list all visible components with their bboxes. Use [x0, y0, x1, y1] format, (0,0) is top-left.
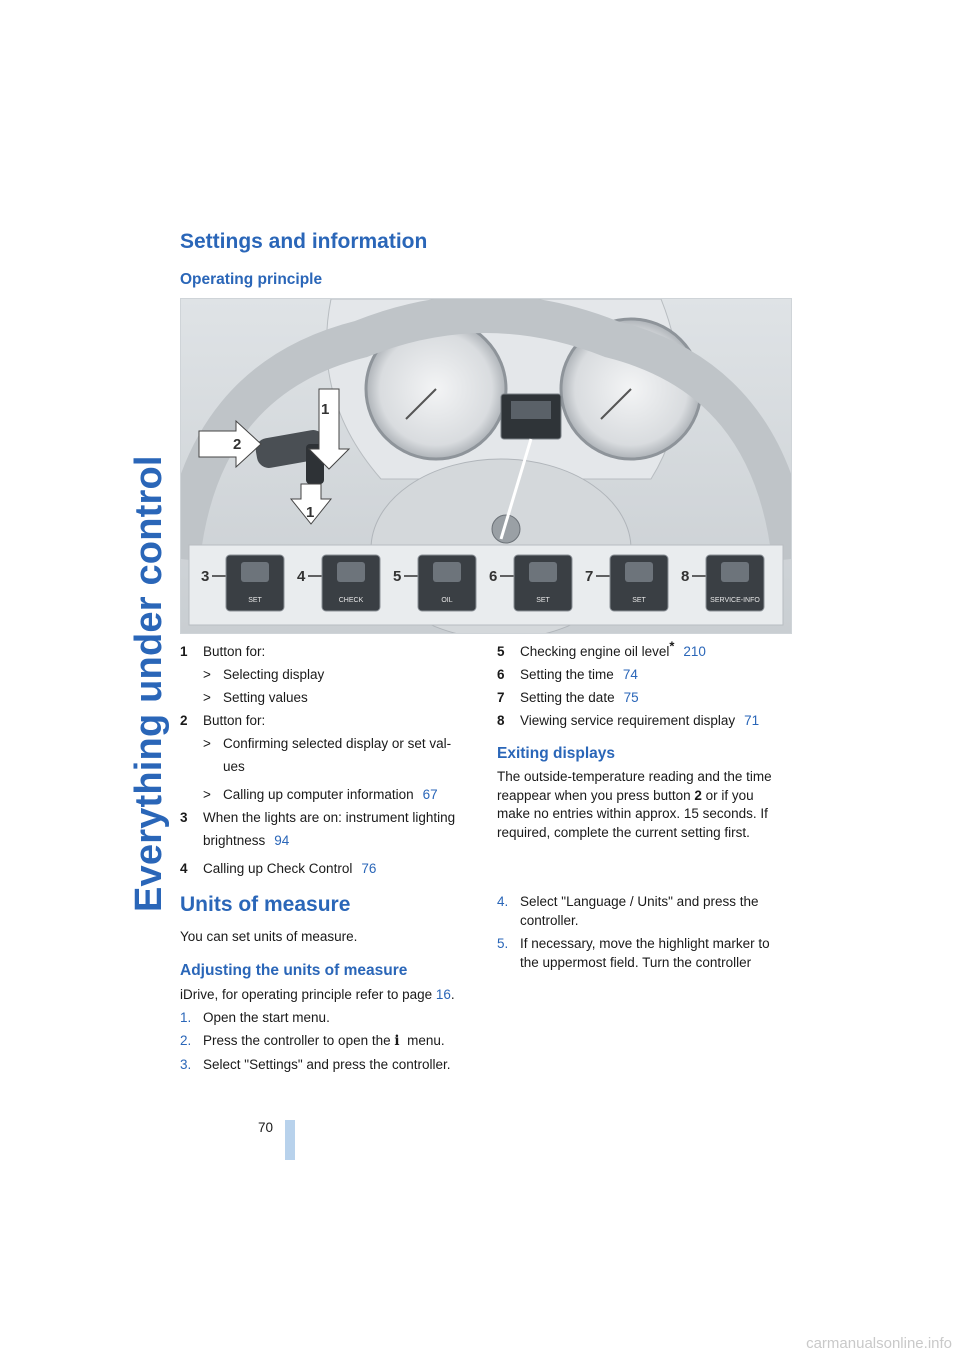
sub-item-text: Setting values	[223, 690, 308, 705]
paragraph-line: make no entries within approx. 15 seconds. If	[497, 806, 768, 821]
step-1	[180, 1006, 480, 1029]
step-number: 2.	[180, 1033, 192, 1048]
subtitle-adjusting-units: Adjusting the units of measure	[180, 962, 408, 979]
display-item-icon	[625, 562, 653, 582]
step-number: 3.	[180, 1057, 192, 1072]
step-text: Open the start menu.	[203, 1010, 330, 1025]
display-item-icon	[529, 562, 557, 582]
item-text: Viewing service requirement display	[520, 713, 736, 728]
display-item-label: SET	[536, 597, 550, 604]
display-item-number: 7	[585, 568, 594, 585]
paragraph-line: The outside-temperature reading and the time	[497, 769, 772, 784]
paragraph-line: required, complete the current setting first.	[497, 824, 750, 840]
step-number: 1.	[180, 1010, 192, 1025]
display-item-number: 5	[393, 568, 402, 585]
page-number: 70	[258, 1120, 274, 1135]
button-ref-bold: 2	[694, 787, 702, 803]
bullet-marker: >	[203, 787, 211, 802]
sub-item-text: ues	[223, 759, 245, 774]
item-number: 1	[180, 644, 188, 659]
instrument-cluster-figure	[180, 298, 792, 634]
item-number: 3	[180, 810, 188, 825]
sub-item-text: Calling up computer information	[223, 787, 414, 802]
idrive-ref-line	[180, 983, 480, 1006]
item-number: 8	[497, 713, 505, 728]
item-number: 4	[180, 861, 188, 876]
list-item-4	[180, 857, 475, 880]
subtitle-operating-principle: Operating principle	[180, 271, 323, 288]
display-item-number: 4	[297, 568, 306, 585]
step-number: 4.	[497, 894, 509, 909]
item-text: When the lights are on: instrument lighting	[203, 810, 456, 825]
text-run: reappear when you press button	[497, 787, 695, 803]
sub-item-text: Confirming selected display or set val-	[223, 736, 452, 751]
optional-equipment-star: *	[669, 638, 675, 654]
list-item-7	[497, 686, 792, 709]
center-display-screen	[511, 401, 551, 419]
sub-item	[180, 663, 475, 686]
display-item-icon	[433, 562, 461, 582]
step-number: 5.	[497, 936, 509, 951]
step-text: Press the controller to open the	[203, 1033, 395, 1048]
sub-item-text: Selecting display	[223, 667, 325, 682]
sub-item	[180, 783, 475, 806]
step-4	[497, 893, 797, 930]
sub-item-cont	[180, 755, 475, 778]
step-5	[497, 935, 797, 972]
step-text: If necessary, move the highlight marker to	[520, 936, 770, 951]
page-ref-link[interactable]: 75	[623, 690, 639, 705]
item-text: brightness	[203, 833, 266, 848]
display-item-label: SERVICE-INFO	[710, 597, 760, 604]
exiting-paragraph	[497, 768, 797, 842]
bullet-marker: >	[203, 736, 211, 751]
callout-1-bottom: 1	[306, 504, 315, 521]
step-3	[180, 1053, 480, 1076]
display-item-label: SET	[248, 597, 262, 604]
display-item-icon	[721, 562, 749, 582]
cluster-illustration	[181, 299, 791, 633]
page-ref-link[interactable]: 76	[361, 861, 377, 876]
text-run: iDrive, for operating principle refer to page	[180, 987, 436, 1002]
info-icon: i	[394, 1033, 400, 1049]
list-item-2	[180, 709, 475, 732]
page-ref-link[interactable]: 16	[435, 987, 451, 1002]
units-steps-left	[180, 983, 480, 1076]
site-watermark: carmanualsonline.info	[806, 1335, 952, 1352]
list-item-5	[497, 640, 792, 663]
display-item-icon	[241, 562, 269, 582]
display-item-number: 8	[681, 568, 690, 585]
chapter-side-title	[100, 232, 170, 912]
item-cont	[180, 829, 475, 852]
display-item-number: 6	[489, 568, 498, 585]
page-ref-link[interactable]: 210	[683, 644, 706, 659]
item-text: Setting the date	[520, 690, 615, 705]
list-item-3	[180, 806, 475, 829]
section-title-settings: Settings and information	[180, 230, 428, 253]
display-item-label: OIL	[441, 597, 453, 604]
display-item-icon	[337, 562, 365, 582]
subtitle-exiting-displays: Exiting displays	[497, 745, 616, 762]
section-title-units: Units of measure	[180, 893, 351, 916]
display-item-label: SET	[632, 597, 646, 604]
page-number-bar	[285, 1120, 295, 1160]
step-2	[180, 1029, 480, 1053]
step-text: menu.	[403, 1033, 445, 1048]
item-text: Button for:	[203, 713, 266, 728]
units-intro: You can set units of measure.	[180, 929, 358, 944]
step-text: controller.	[520, 912, 579, 928]
page-ref-link[interactable]: 71	[744, 713, 760, 728]
right-list	[497, 640, 792, 732]
list-item-1	[180, 640, 475, 663]
bullet-marker: >	[203, 690, 211, 705]
item-text: Calling up Check Control	[203, 861, 353, 876]
callout-2: 2	[233, 436, 242, 453]
display-item-number: 3	[201, 568, 210, 585]
item-text: Checking engine oil level	[520, 644, 670, 659]
page-ref-link[interactable]: 67	[422, 787, 438, 802]
page-ref-link[interactable]: 74	[622, 667, 638, 682]
paragraph-line	[497, 787, 797, 806]
list-item-6	[497, 663, 792, 686]
page-ref-link[interactable]: 94	[274, 833, 290, 848]
item-number: 2	[180, 713, 188, 728]
units-steps-right	[497, 893, 797, 972]
list-item-8	[497, 709, 792, 732]
callout-1-top: 1	[321, 401, 330, 418]
item-number: 5	[497, 644, 505, 659]
item-number: 6	[497, 667, 505, 682]
left-list	[180, 640, 475, 880]
step-text: Select "Settings" and press the controller.	[203, 1057, 451, 1072]
text-run: or if you	[701, 787, 754, 803]
text-run: .	[450, 987, 455, 1002]
display-item-label: CHECK	[338, 597, 364, 604]
item-number: 7	[497, 690, 505, 705]
step-text: Select "Language / Units" and press the	[520, 894, 759, 909]
bullet-marker: >	[203, 667, 211, 682]
item-text: Setting the time	[520, 667, 614, 682]
sub-item	[180, 732, 475, 755]
item-text: Button for:	[203, 644, 266, 659]
sub-item	[180, 686, 475, 709]
chapter-title-text: Everything under control	[128, 455, 170, 912]
step-text: the uppermost field. Turn the controller	[520, 954, 752, 970]
